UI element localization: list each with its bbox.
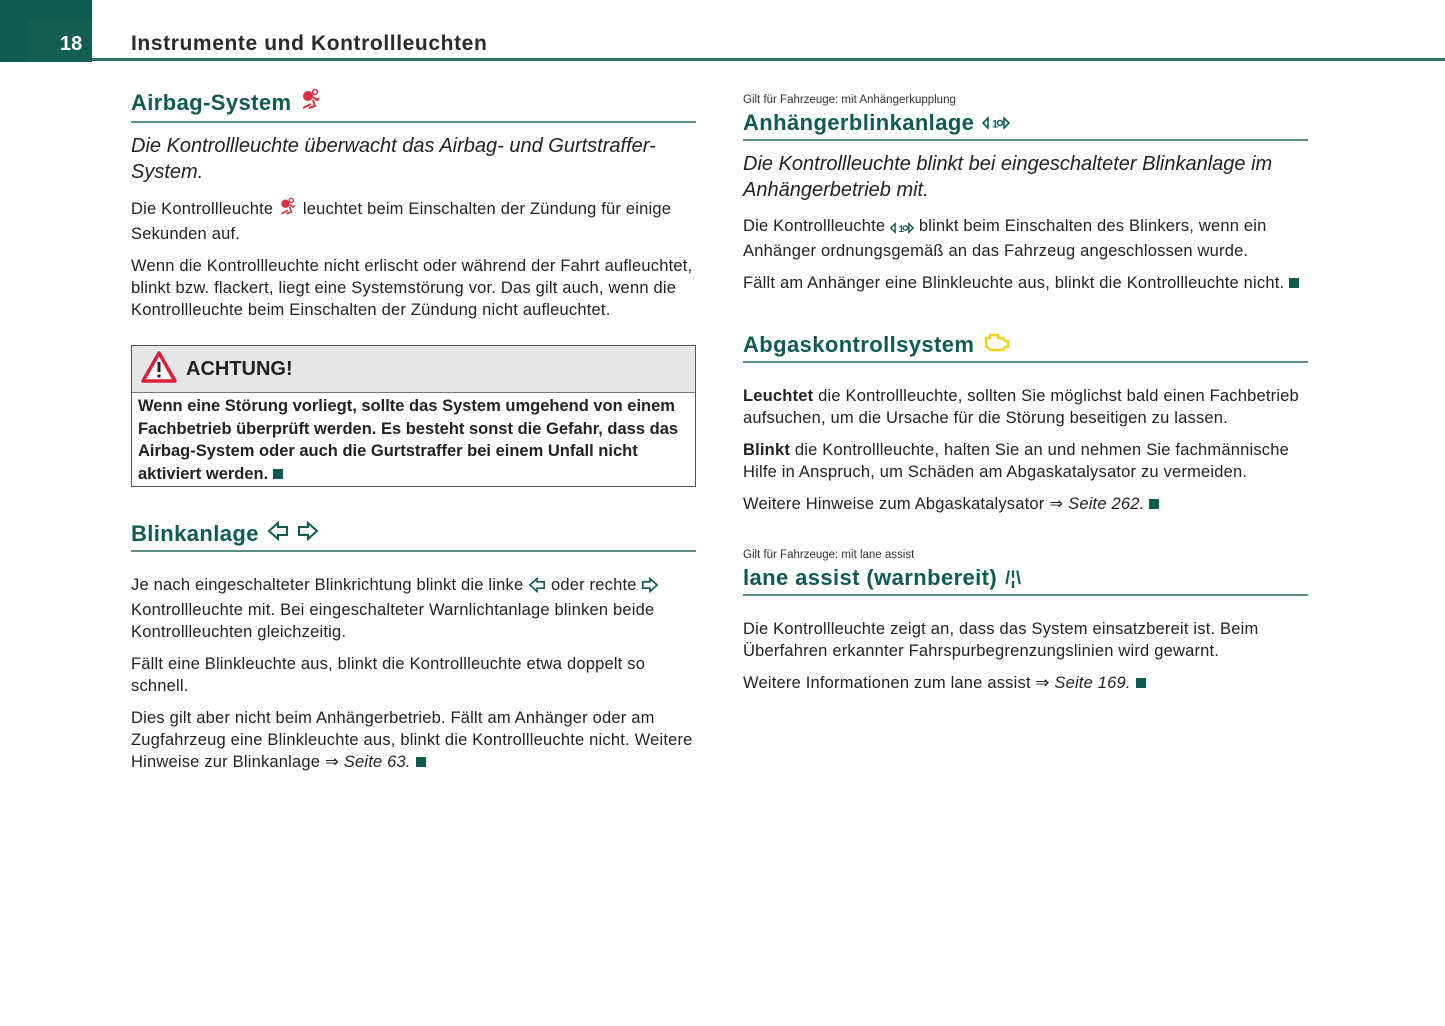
section-title-airbag: Airbag-System bbox=[131, 88, 696, 123]
svg-text:1: 1 bbox=[898, 222, 905, 234]
page-reference[interactable]: Seite 169. bbox=[1054, 674, 1131, 692]
warning-header bbox=[132, 346, 695, 393]
airbag-lead: Die Kontrollleuchte überwacht das Airbag- und Gurtstraffer-System. bbox=[131, 135, 656, 183]
section-title-anhaengerblinkanlage: Anhängerblinkanlage 1 bbox=[743, 110, 1308, 141]
engine-check-icon bbox=[982, 332, 1010, 358]
arrow-ref: ⇒ bbox=[1049, 495, 1064, 513]
section-title-abgaskontrollsystem: Abgaskontrollsystem bbox=[743, 332, 1308, 363]
arrow-ref: ⇒ bbox=[324, 753, 339, 771]
section-abgaskontrollsystem bbox=[743, 332, 1308, 515]
airbag-paragraph-2: Wenn die Kontrollleuchte nicht erlischt oder während der Fahrt aufleuchtet, blinkt bzw. flackert, liegt eine Systemstörung vor. Das gilt auch, wenn die Kontrollleuchte beim Einschalten der Zündung nicht aufleuchtet. bbox=[131, 257, 693, 319]
airbag-paragraph-1: Die Kontrollleuchte leuchtet beim Einschalten der Zündung für einige Sekunden auf. bbox=[131, 197, 696, 245]
right-column bbox=[743, 94, 1308, 704]
trailer-lead: Die Kontrollleuchte blinkt bei eingeschalteter Blinkanlage im Anhängerbetrieb mit. bbox=[743, 153, 1273, 201]
section-anhaengerblinkanlage bbox=[743, 94, 1308, 294]
turn-left-icon bbox=[528, 577, 546, 599]
chapter-title: Instrumente und Kontrollleuchten bbox=[131, 32, 488, 55]
end-mark bbox=[1289, 278, 1299, 288]
left-column bbox=[131, 88, 696, 783]
lane-assist-icon: /¦\ bbox=[1005, 567, 1022, 588]
turn-right-icon bbox=[641, 577, 659, 599]
trailer-turn-signal-icon bbox=[890, 218, 914, 240]
exhaust-paragraph-2: Blinkt die Kontrollleuchte, halten Sie an und nehmen Sie fachmännische Hilfe in Anspruch, um Schäden am Abgaskatalysator zu vermeiden. bbox=[743, 441, 1290, 481]
lane-paragraph-2: Weitere Informationen zum lane assist ⇒ Seite 169. bbox=[743, 672, 1308, 694]
arrow-ref: ⇒ bbox=[1035, 674, 1050, 692]
page-number: 18 bbox=[60, 33, 83, 55]
warning-triangle-icon bbox=[140, 350, 178, 389]
exhaust-paragraph-3: Weitere Hinweise zum Abgaskatalysator ⇒ Seite 262. bbox=[743, 493, 1308, 515]
end-mark bbox=[273, 469, 283, 479]
warning-box bbox=[131, 345, 696, 487]
section-title-blinkanlage: Blinkanlage bbox=[131, 521, 696, 552]
warning-body: Wenn eine Störung vorliegt, sollte das System umgehend von einem Fachbetrieb überprüft werden. Es besteht sonst die Gefahr, dass das Airbag-System oder auch die Gurtstraffer bei einem Unfall nicht aktiviert werden. bbox=[138, 397, 679, 483]
section-blinkanlage bbox=[131, 521, 696, 773]
airbag-warning-icon bbox=[299, 88, 323, 118]
lane-paragraph-1: Die Kontrollleuchte zeigt an, dass das System einsatzbereit ist. Beim Überfahren erkannter Fahrspurbegrenzungslinien wird gewarnt. bbox=[743, 620, 1259, 660]
section-lane-assist bbox=[743, 549, 1308, 694]
warning-title: ACHTUNG! bbox=[186, 357, 293, 380]
page-reference[interactable]: Seite 262. bbox=[1068, 495, 1145, 513]
page-reference[interactable]: Seite 63. bbox=[343, 753, 411, 771]
trailer-paragraph-2: Fällt am Anhänger eine Blinkleuchte aus, blinkt die Kontrollleuchte nicht. bbox=[743, 272, 1308, 294]
applies-to-note: Gilt für Fahrzeuge: mit Anhängerkupplung bbox=[743, 94, 956, 106]
exhaust-paragraph-1: Leuchtet die Kontrollleuchte, sollten Sie möglichst bald einen Fachbetrieb aufsuchen, um die Ursache für die Störung beseitigen zu lassen. bbox=[743, 387, 1299, 427]
trailer-turn-signal-icon bbox=[982, 110, 1010, 136]
trailer-paragraph-1: Die Kontrollleuchte 1 blinkt beim Einschalten des Blinkers, wenn ein Anhänger ordnungsgemäß an das Fahrzeug angeschlossen wurde. bbox=[743, 217, 1267, 260]
header-rule bbox=[92, 58, 1445, 61]
section-title-lane-assist: lane assist (warnbereit) /¦\ bbox=[743, 565, 1308, 596]
section-airbag bbox=[131, 88, 696, 321]
end-mark bbox=[1149, 499, 1159, 509]
blink-paragraph-2: Fällt eine Blinkleuchte aus, blinkt die Kontrollleuchte etwa doppelt so schnell. bbox=[131, 655, 646, 695]
end-mark bbox=[416, 757, 426, 767]
svg-text:1: 1 bbox=[992, 118, 999, 130]
blink-paragraph-1: Je nach eingeschalteter Blinkrichtung blinkt die linke oder rechte Kontrollleuchte mit. Bei eingeschalteter Warnlichtanlage blinken beide Kontrollleuchten gleichzeitig. bbox=[131, 574, 696, 643]
airbag-warning-icon bbox=[278, 197, 298, 223]
blink-paragraph-3: Dies gilt aber nicht beim Anhängerbetrieb. Fällt am Anhänger oder am Zugfahrzeug eine Blinkleuchte aus, blinkt die Kontrollleuchte nicht. Weitere Hinweise zur Blinkanlage ⇒ Seite 63. bbox=[131, 709, 693, 771]
turn-left-icon bbox=[267, 521, 289, 547]
end-mark bbox=[1136, 678, 1146, 688]
turn-right-icon bbox=[297, 521, 319, 547]
applies-to-note: Gilt für Fahrzeuge: mit lane assist bbox=[743, 549, 915, 561]
